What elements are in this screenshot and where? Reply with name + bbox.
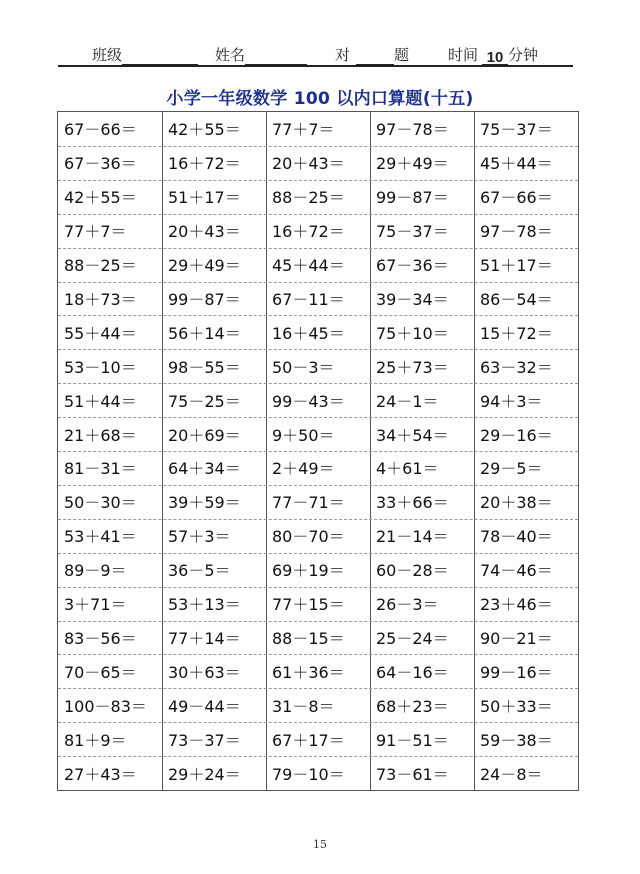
correct-blank: [356, 49, 394, 65]
problem-cell: 67＋17＝: [272, 730, 345, 750]
problem-cell: 89－9＝: [64, 561, 127, 581]
problem-cell: 63－32＝: [480, 357, 553, 377]
problem-cell: 64－16＝: [376, 662, 449, 682]
problem-cell: 77＋7＝: [272, 120, 335, 140]
problem-cell: 67－36＝: [376, 256, 449, 276]
problem-cell: 2＋49＝: [272, 459, 335, 479]
problem-cell: 18＋73＝: [64, 289, 137, 309]
problem-cell: 24－1＝: [376, 391, 439, 411]
problem-cell: 69＋19＝: [272, 561, 345, 581]
problem-cell: 94＋3＝: [480, 391, 543, 411]
problem-cell: 81－31＝: [64, 459, 137, 479]
problem-cell: 73－37＝: [168, 730, 241, 750]
problem-cell: 70－65＝: [64, 662, 137, 682]
problem-cell: 64＋34＝: [168, 459, 241, 479]
problem-cell: 59－38＝: [480, 730, 553, 750]
problem-cell: 49－44＝: [168, 696, 241, 716]
problem-cell: 33＋66＝: [376, 493, 449, 513]
problem-cell: 81＋9＝: [64, 730, 127, 750]
problem-cell: 15＋72＝: [480, 323, 553, 343]
problem-cell: 99－87＝: [376, 188, 449, 208]
problem-cell: 39＋59＝: [168, 493, 241, 513]
name-label: 姓名: [215, 46, 246, 64]
problem-cell: 20＋69＝: [168, 425, 241, 445]
problem-cell: 77＋14＝: [168, 628, 241, 648]
problem-cell: 51＋17＝: [168, 188, 241, 208]
problem-cell: 88－25＝: [64, 256, 137, 276]
problem-cell: 56＋14＝: [168, 323, 241, 343]
problem-cell: 90－21＝: [480, 628, 553, 648]
problem-cell: 4＋61＝: [376, 459, 439, 479]
problem-cell: 97－78＝: [480, 222, 553, 242]
problem-cell: 42＋55＝: [168, 120, 241, 140]
problem-cell: 79－10＝: [272, 764, 345, 784]
problem-cell: 78－40＝: [480, 527, 553, 547]
problem-cell: 68＋23＝: [376, 696, 449, 716]
problem-cell: 21＋68＝: [64, 425, 137, 445]
problem-cell: 88－15＝: [272, 628, 345, 648]
problem-cell: 20＋43＝: [168, 222, 241, 242]
problem-cell: 20＋43＝: [272, 154, 345, 174]
problem-cell: 23＋46＝: [480, 595, 553, 615]
problem-cell: 61＋36＝: [272, 662, 345, 682]
problem-cell: 91－51＝: [376, 730, 449, 750]
problem-cell: 67－36＝: [64, 154, 137, 174]
correct-field: [335, 44, 409, 65]
problem-cell: 60－28＝: [376, 561, 449, 581]
question-unit: 题: [394, 46, 410, 64]
problem-cell: 67－66＝: [480, 188, 553, 208]
problem-cell: 36－5＝: [168, 561, 231, 581]
name-field: [215, 44, 307, 65]
problem-cell: 20＋38＝: [480, 493, 553, 513]
problem-cell: 77＋15＝: [272, 595, 345, 615]
problem-cell: 16＋45＝: [272, 323, 345, 343]
problem-cell: 29－5＝: [480, 459, 543, 479]
worksheet-title: 小学一年级数学 100 以内口算题(十五): [166, 89, 474, 109]
problem-cell: 97－78＝: [376, 120, 449, 140]
problem-cell: 53＋13＝: [168, 595, 241, 615]
problem-cell: 88－25＝: [272, 188, 345, 208]
class-label: 班级: [92, 46, 123, 64]
problem-cell: 53－10＝: [64, 357, 137, 377]
problem-cell: 99－87＝: [168, 289, 241, 309]
problem-cell: 42＋55＝: [64, 188, 137, 208]
problem-cell: 75－37＝: [376, 222, 449, 242]
problem-cell: 100－83＝: [64, 696, 147, 716]
problem-cell: 50＋33＝: [480, 696, 553, 716]
problem-cell: 75－25＝: [168, 391, 241, 411]
problem-cell: 45＋44＝: [272, 256, 345, 276]
class-field: [92, 44, 198, 65]
problem-cell: 29＋49＝: [376, 154, 449, 174]
problem-cell: 77＋7＝: [64, 222, 127, 242]
problem-cell: 3＋71＝: [64, 595, 127, 615]
problem-cell: 86－54＝: [480, 289, 553, 309]
correct-label: 对: [335, 46, 351, 64]
problem-cell: 74－46＝: [480, 561, 553, 581]
class-blank: [122, 49, 198, 65]
problem-cell: 29－16＝: [480, 425, 553, 445]
name-blank: [245, 49, 307, 65]
problem-cell: 80－70＝: [272, 527, 345, 547]
problem-cell: 16＋72＝: [272, 222, 345, 242]
problem-cell: 98－55＝: [168, 357, 241, 377]
problem-cell: 26－3＝: [376, 595, 439, 615]
problem-cell: 31－8＝: [272, 696, 335, 716]
problem-cell: 30＋63＝: [168, 662, 241, 682]
problem-cell: 50－3＝: [272, 357, 335, 377]
problem-cell: 16＋72＝: [168, 154, 241, 174]
problem-cell: 57＋3＝: [168, 527, 231, 547]
problem-cell: 34＋54＝: [376, 425, 449, 445]
time-value: 10: [482, 49, 508, 65]
problem-cell: 51＋17＝: [480, 256, 553, 276]
problem-cell: 24－8＝: [480, 764, 543, 784]
header-rule: [58, 65, 573, 67]
problem-cell: 21－14＝: [376, 527, 449, 547]
problem-cell: 67－66＝: [64, 120, 137, 140]
worksheet-header: [60, 44, 572, 66]
problem-cell: 67－11＝: [272, 289, 345, 309]
problem-cell: 29＋24＝: [168, 764, 241, 784]
problem-cell: 51＋44＝: [64, 391, 137, 411]
problem-cell: 75－37＝: [480, 120, 553, 140]
problem-cell: 50－30＝: [64, 493, 137, 513]
problem-cell: 45＋44＝: [480, 154, 553, 174]
problem-cell: 27＋43＝: [64, 764, 137, 784]
problem-grid: [57, 111, 579, 791]
time-label: 时间: [448, 46, 479, 64]
problem-cell: 39－34＝: [376, 289, 449, 309]
problem-cell: 75＋10＝: [376, 323, 449, 343]
time-unit: 分钟: [508, 46, 539, 64]
page-number: 15: [313, 838, 327, 851]
problem-cell: 25＋73＝: [376, 357, 449, 377]
problem-cell: 9＋50＝: [272, 425, 335, 445]
problem-cell: 25－24＝: [376, 628, 449, 648]
problem-cell: 83－56＝: [64, 628, 137, 648]
problem-cell: 29＋49＝: [168, 256, 241, 276]
problem-cell: 99－16＝: [480, 662, 553, 682]
problem-cell: 55＋44＝: [64, 323, 137, 343]
problem-cell: 73－61＝: [376, 764, 449, 784]
problem-cell: 77－71＝: [272, 493, 345, 513]
problem-cell: 99－43＝: [272, 391, 345, 411]
problem-cell: 53＋41＝: [64, 527, 137, 547]
time-field: [448, 44, 538, 65]
